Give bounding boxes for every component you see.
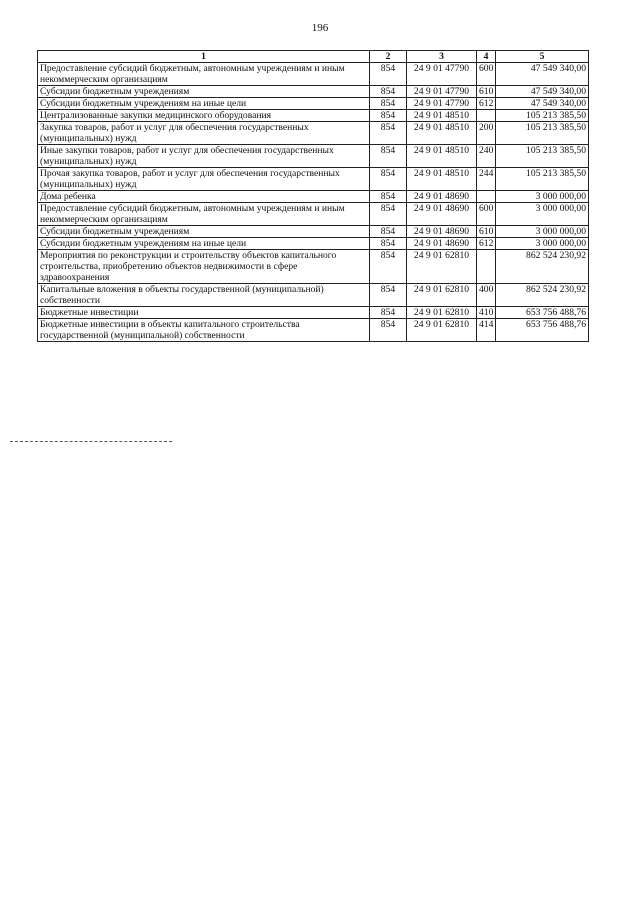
row-sum: 653 756 488,76	[496, 319, 589, 342]
row-csr: 24 9 01 47790	[407, 63, 477, 86]
row-name: Централизованные закупки медицинского оборудования	[38, 110, 370, 122]
table-row	[38, 203, 589, 226]
row-vr: 240	[477, 145, 496, 168]
row-csr: 24 9 01 48690	[407, 203, 477, 226]
row-ved: 854	[370, 145, 407, 168]
row-sum: 105 213 385,50	[496, 145, 589, 168]
row-vr: 244	[477, 168, 496, 191]
row-name: Субсидии бюджетным учреждениям на иные цели	[38, 238, 370, 250]
row-name: Субсидии бюджетным учреждениям на иные цели	[38, 98, 370, 110]
table-row	[38, 145, 589, 168]
table-row	[38, 307, 589, 319]
row-vr: 600	[477, 203, 496, 226]
row-vr	[477, 191, 496, 203]
row-name: Прочая закупка товаров, работ и услуг для обеспечения государственных (муниципальных) нужд	[38, 168, 370, 191]
table-row	[38, 168, 589, 191]
row-sum: 47 549 340,00	[496, 98, 589, 110]
row-name: Капитальные вложения в объекты государственной (муниципальной) собственности	[38, 284, 370, 307]
table-row	[38, 110, 589, 122]
row-sum: 47 549 340,00	[496, 63, 589, 86]
row-sum: 862 524 230,92	[496, 284, 589, 307]
row-ved: 854	[370, 284, 407, 307]
row-vr: 200	[477, 122, 496, 145]
table-row	[38, 238, 589, 250]
table-row	[38, 86, 589, 98]
table-row	[38, 284, 589, 307]
row-ved: 854	[370, 307, 407, 319]
table-row	[38, 319, 589, 342]
table-row	[38, 63, 589, 86]
row-csr: 24 9 01 62810	[407, 319, 477, 342]
column-header-name: 1	[38, 51, 370, 63]
row-csr: 24 9 01 47790	[407, 98, 477, 110]
table-row	[38, 226, 589, 238]
row-name: Субсидии бюджетным учреждениям	[38, 86, 370, 98]
column-header-sum: 5	[496, 51, 589, 63]
column-header-ved: 2	[370, 51, 407, 63]
row-ved: 854	[370, 250, 407, 284]
row-csr: 24 9 01 62810	[407, 284, 477, 307]
row-sum: 653 756 488,76	[496, 307, 589, 319]
row-name: Субсидии бюджетным учреждениям	[38, 226, 370, 238]
row-ved: 854	[370, 86, 407, 98]
row-sum: 3 000 000,00	[496, 203, 589, 226]
row-vr: 610	[477, 86, 496, 98]
row-sum: 3 000 000,00	[496, 226, 589, 238]
row-sum: 3 000 000,00	[496, 191, 589, 203]
row-ved: 854	[370, 168, 407, 191]
row-csr: 24 9 01 48690	[407, 191, 477, 203]
table-row	[38, 98, 589, 110]
row-vr: 610	[477, 226, 496, 238]
row-csr: 24 9 01 62810	[407, 307, 477, 319]
row-ved: 854	[370, 63, 407, 86]
row-vr: 600	[477, 63, 496, 86]
row-vr: 612	[477, 238, 496, 250]
row-csr: 24 9 01 48690	[407, 226, 477, 238]
row-vr: 414	[477, 319, 496, 342]
table-row	[38, 191, 589, 203]
row-ved: 854	[370, 122, 407, 145]
column-header-vr: 4	[477, 51, 496, 63]
row-name: Дома ребенка	[38, 191, 370, 203]
row-vr: 400	[477, 284, 496, 307]
row-csr: 24 9 01 48510	[407, 145, 477, 168]
row-csr: 24 9 01 48690	[407, 238, 477, 250]
row-vr: 410	[477, 307, 496, 319]
page-number: 196	[311, 22, 329, 34]
row-csr: 24 9 01 48510	[407, 110, 477, 122]
row-csr: 24 9 01 62810	[407, 250, 477, 284]
row-vr	[477, 110, 496, 122]
row-sum: 862 524 230,92	[496, 250, 589, 284]
budget-table	[37, 50, 589, 342]
row-sum: 105 213 385,50	[496, 122, 589, 145]
row-ved: 854	[370, 238, 407, 250]
row-ved: 854	[370, 226, 407, 238]
row-name: Мероприятия по реконструкции и строительству объектов капитального строительства, приобретению объектов недвижимости в сфере здравоохранения	[38, 250, 370, 284]
row-name: Предоставление субсидий бюджетным, автономным учреждениям и иным некоммерческим организациям	[38, 203, 370, 226]
row-csr: 24 9 01 48510	[407, 122, 477, 145]
table-row	[38, 250, 589, 284]
row-name: Иные закупки товаров, работ и услуг для обеспечения государственных (муниципальных) нужд	[38, 145, 370, 168]
row-sum: 47 549 340,00	[496, 86, 589, 98]
row-vr: 612	[477, 98, 496, 110]
row-name: Бюджетные инвестиции в объекты капитального строительства государственной (муниципальной) собственности	[38, 319, 370, 342]
row-sum: 3 000 000,00	[496, 238, 589, 250]
row-ved: 854	[370, 110, 407, 122]
row-ved: 854	[370, 191, 407, 203]
column-header-csr: 3	[407, 51, 477, 63]
row-name: Бюджетные инвестиции	[38, 307, 370, 319]
row-sum: 105 213 385,50	[496, 110, 589, 122]
row-vr	[477, 250, 496, 284]
row-name: Предоставление субсидий бюджетным, автономным учреждениям и иным некоммерческим организациям	[38, 63, 370, 86]
row-sum: 105 213 385,50	[496, 168, 589, 191]
table-row	[38, 122, 589, 145]
row-ved: 854	[370, 203, 407, 226]
row-name: Закупка товаров, работ и услуг для обеспечения государственных (муниципальных) нужд	[38, 122, 370, 145]
table-header-row	[38, 51, 589, 63]
footer-divider	[10, 441, 172, 442]
row-ved: 854	[370, 319, 407, 342]
row-ved: 854	[370, 98, 407, 110]
row-csr: 24 9 01 47790	[407, 86, 477, 98]
row-csr: 24 9 01 48510	[407, 168, 477, 191]
